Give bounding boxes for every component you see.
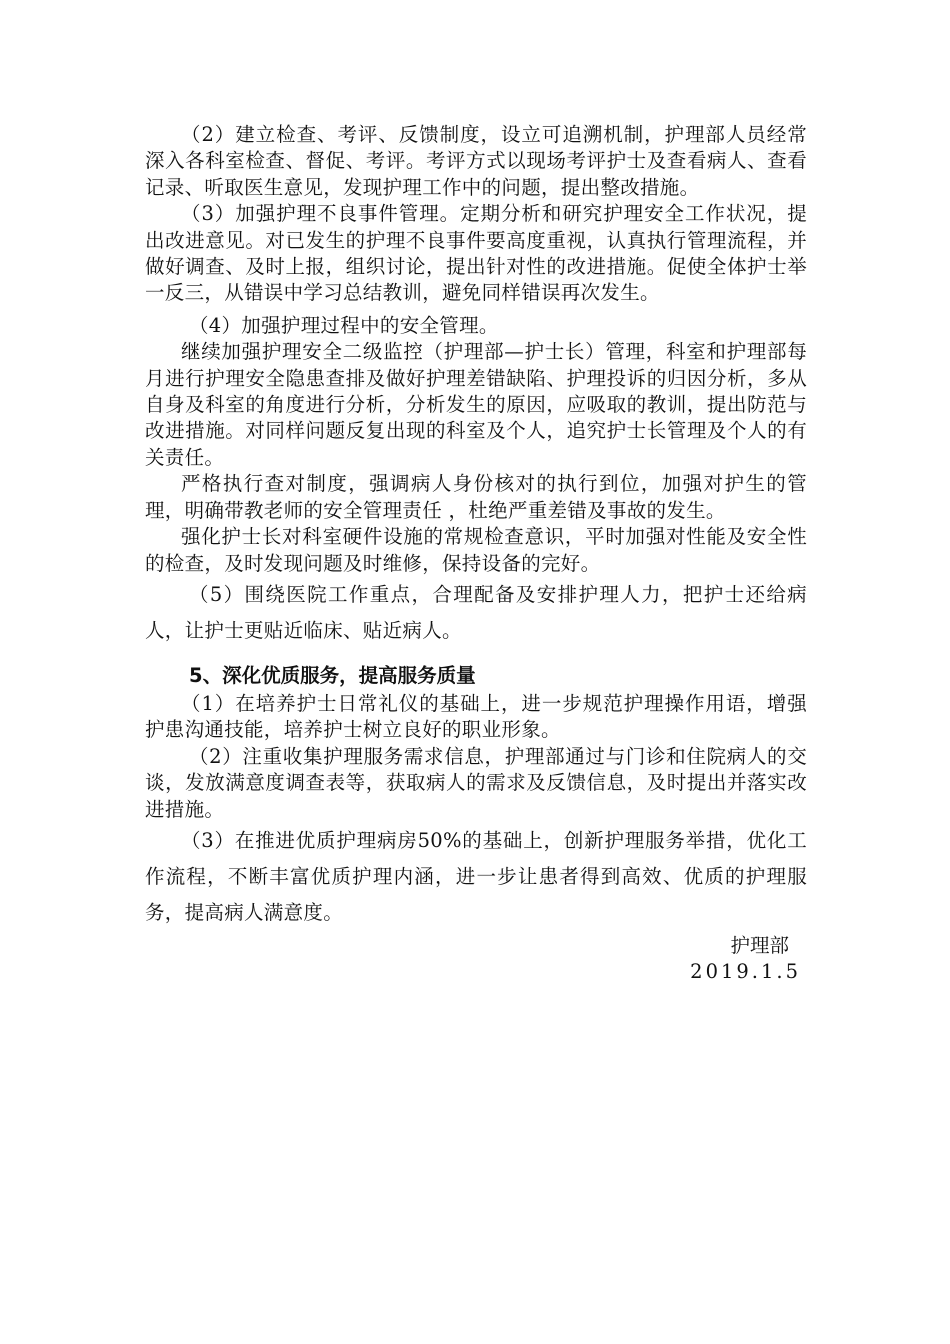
paragraph-adverse-events: （3）加强护理不良事件管理。定期分析和研究护理安全工作状况，提出改进意见。对已发生的护理不良事件要高度重视，认真执行管理流程，并做好调查、及时上报，组织讨论，提出针对性的改进措施。促使全体护士举一反三，从错误中学习总结教训，避免同样错误再次发生。 [145, 202, 807, 305]
paragraph-etiquette: （1）在培养护士日常礼仪的基础上，进一步规范护理操作用语，增强护患沟通技能，培养护士树立良好的职业形象。 [145, 691, 807, 742]
section-heading: 5、深化优质服务，提高服务质量 [189, 663, 476, 687]
paragraph-inspection-system: （2）建立检查、考评、反馈制度，设立可追溯机制，护理部人员经常深入各科室检查、督促、考评。考评方式以现场考评护士及查看病人、查看记录、听取医生意见，发现护理工作中的问题，提出整改措施。 [145, 123, 807, 199]
signature-department: 护理部 [730, 934, 789, 957]
document-page [145, 122, 807, 983]
paragraph-verification-system: 严格执行查对制度，强调病人身份核对的执行到位，加强对护生的管理，明确带教老师的安全管理责任 ，杜绝严重差错及事故的发生。 [145, 472, 807, 522]
signature-date: 2019.1.5 [690, 960, 801, 983]
paragraph-staffing: （5）围绕医院工作重点，合理配备及安排护理人力，把护士还给病人，让护士更贴近临床、贴近病人。 [145, 582, 807, 642]
paragraph-hardware-inspection: 强化护士长对科室硬件设施的常规检查意识，平时加强对性能及安全性的检查，及时发现问题及时维修，保持设备的完好。 [145, 525, 807, 575]
paragraph-two-level-monitoring: 继续加强护理安全二级监控（护理部—护士长）管理，科室和护理部每月进行护理安全隐患查排及做好护理差错缺陷、护理投诉的归因分析，多从自身及科室的角度进行分析，分析发生的原因，应吸取的教训，提出防范与改进措施。对同样问题反复出现的科室及个人，追究护士长管理及个人的有关责任。 [145, 340, 807, 469]
paragraph-service-needs: （2）注重收集护理服务需求信息，护理部通过与门诊和住院病人的交谈，发放满意度调查表等，获取病人的需求及反馈信息，及时提出并落实改进措施。 [145, 744, 807, 821]
paragraph-quality-wards: （3）在推进优质护理病房50%的基础上，创新护理服务举措，优化工作流程，不断丰富优质护理内涵，进一步让患者得到高效、优质的护理服务，提高病人满意度。 [145, 828, 807, 924]
paragraph-process-safety-title: （4）加强护理过程中的安全管理。 [189, 313, 499, 337]
